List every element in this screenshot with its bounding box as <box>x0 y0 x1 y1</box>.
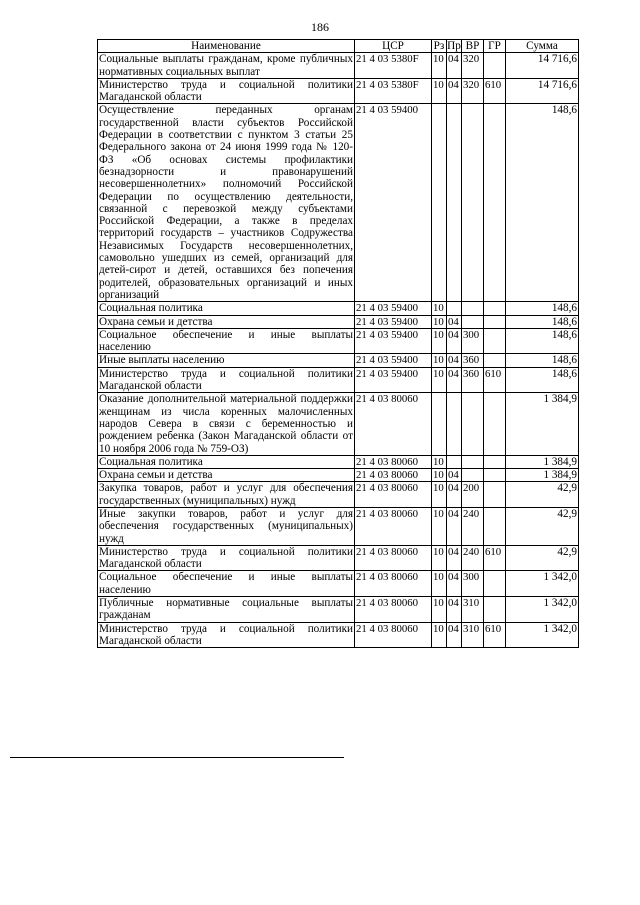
cell-name: Социальное обеспечение и иные выплаты населению <box>99 571 353 596</box>
cell-vr: 310 <box>462 597 484 623</box>
cell-name: Министерство труда и социальной политики Магаданской области <box>99 78 353 104</box>
cell-pr: 04 <box>447 315 462 328</box>
cell-csr: 21 4 03 80060 <box>355 482 432 508</box>
cell-pr: 04 <box>447 571 462 597</box>
cell-pr: 04 <box>447 328 462 354</box>
cell-csr: 21 4 03 5380F <box>355 53 432 79</box>
header-csr: ЦСР <box>355 40 432 53</box>
cell-csr: 21 4 03 80060 <box>355 469 432 482</box>
cell-name: Публичные нормативные социальные выплаты гражданам <box>99 597 353 622</box>
cell-gr <box>484 507 506 545</box>
cell-gr: 610 <box>484 622 506 648</box>
cell-sum: 1 342,0 <box>506 622 579 648</box>
table-row <box>98 53 579 79</box>
cell-name: Социальное обеспечение и иные выплаты населению <box>99 328 353 354</box>
cell-vr: 300 <box>462 571 484 597</box>
cell-pr <box>447 393 462 455</box>
cell-name: Министерство труда и социальной политики Магаданской области <box>99 545 353 571</box>
cell-pr: 04 <box>447 53 462 79</box>
cell-name: Социальные выплаты гражданам, кроме публичных нормативных социальных выплат <box>99 53 353 78</box>
table-row <box>98 571 579 597</box>
cell-csr: 21 4 03 80060 <box>355 571 432 597</box>
cell-rz: 10 <box>432 571 447 597</box>
table-body <box>98 53 579 648</box>
table-row <box>98 78 579 104</box>
cell-rz: 10 <box>432 315 447 328</box>
header-name: Наименование <box>98 40 355 53</box>
cell-rz: 10 <box>432 354 447 367</box>
cell-sum: 14 716,6 <box>506 53 579 79</box>
table-row <box>98 455 579 468</box>
cell-rz: 10 <box>432 545 447 571</box>
header-rz: Рз <box>432 40 447 53</box>
cell-pr: 04 <box>447 78 462 104</box>
cell-pr: 04 <box>447 622 462 648</box>
cell-gr <box>484 597 506 623</box>
header-gr: ГР <box>484 40 506 53</box>
cell-vr: 320 <box>462 78 484 104</box>
cell-gr <box>484 315 506 328</box>
cell-gr <box>484 571 506 597</box>
cell-sum: 42,9 <box>506 545 579 571</box>
cell-sum: 148,6 <box>506 302 579 315</box>
cell-pr: 04 <box>447 507 462 545</box>
cell-vr: 360 <box>462 367 484 393</box>
table-row <box>98 622 579 648</box>
cell-gr <box>484 482 506 508</box>
cell-rz: 10 <box>432 302 447 315</box>
cell-pr: 04 <box>447 545 462 571</box>
table-row <box>98 302 579 315</box>
cell-name: Иные закупки товаров, работ и услуг для обеспечения государственных (муниципальных) нужд <box>99 507 353 545</box>
cell-rz: 10 <box>432 455 447 468</box>
table-row <box>98 469 579 482</box>
cell-sum: 14 716,6 <box>506 78 579 104</box>
cell-vr <box>462 455 484 468</box>
table-row <box>98 104 579 302</box>
header-vr: ВР <box>462 40 484 53</box>
cell-vr <box>462 393 484 455</box>
cell-csr: 21 4 03 59400 <box>355 328 432 354</box>
cell-pr <box>447 302 462 315</box>
cell-gr: 610 <box>484 78 506 104</box>
cell-rz: 10 <box>432 597 447 623</box>
cell-sum: 148,6 <box>506 354 579 367</box>
footnote-separator <box>10 757 344 758</box>
cell-name: Министерство труда и социальной политики Магаданской области <box>99 622 353 647</box>
table-header-row <box>98 40 579 53</box>
cell-gr <box>484 104 506 302</box>
cell-sum: 42,9 <box>506 482 579 508</box>
cell-pr: 04 <box>447 367 462 393</box>
cell-pr: 04 <box>447 597 462 623</box>
cell-vr: 300 <box>462 328 484 354</box>
cell-name: Министерство труда и социальной политики Магаданской области <box>99 367 353 393</box>
cell-csr: 21 4 03 5380F <box>355 78 432 104</box>
cell-rz <box>432 104 447 302</box>
table-row <box>98 367 579 393</box>
table-row <box>98 482 579 508</box>
cell-sum: 1 384,9 <box>506 455 579 468</box>
cell-gr <box>484 53 506 79</box>
cell-sum: 1 342,0 <box>506 597 579 623</box>
cell-sum: 1 342,0 <box>506 571 579 597</box>
header-sum: Сумма <box>506 40 579 53</box>
cell-sum: 148,6 <box>506 104 579 302</box>
cell-vr: 310 <box>462 622 484 648</box>
cell-rz: 10 <box>432 482 447 508</box>
page-number: 186 <box>311 20 329 34</box>
cell-csr: 21 4 03 59400 <box>355 302 432 315</box>
cell-csr: 21 4 03 80060 <box>355 393 432 455</box>
cell-csr: 21 4 03 80060 <box>355 622 432 648</box>
cell-vr: 200 <box>462 482 484 508</box>
cell-sum: 1 384,9 <box>506 393 579 455</box>
cell-gr <box>484 354 506 367</box>
table-row <box>98 507 579 545</box>
cell-csr: 21 4 03 59400 <box>355 315 432 328</box>
cell-csr: 21 4 03 59400 <box>355 104 432 302</box>
cell-gr: 610 <box>484 367 506 393</box>
cell-gr: 610 <box>484 545 506 571</box>
cell-pr: 04 <box>447 482 462 508</box>
cell-vr: 240 <box>462 545 484 571</box>
cell-name: Осуществление переданных органам государственной власти субъектов Российской Федерации в соответствии с пунктом 3 статьи 25 Федерального закона от 24 июня 1999 года № 120-ФЗ «Об основах системы профилактики безнадзорности и правонарушений несовершеннолетних» полномочий Российской Федерации по осуществлению деятельности, связанной с перевозкой между субъектами Российской Федерации, а также в пределах территорий государств – участников Содружества Независимых Государств несовершеннолетних, самовольно ушедших из семей, организаций для детей-сирот и детей, оставшихся без попечения родителей, образовательных организаций и иных организаций <box>99 104 353 301</box>
cell-sum: 148,6 <box>506 315 579 328</box>
cell-name: Иные выплаты населению <box>98 354 355 367</box>
cell-rz: 10 <box>432 622 447 648</box>
cell-name: Закупка товаров, работ и услуг для обеспечения государственных (муниципальных) нужд <box>99 482 353 507</box>
table-row <box>98 328 579 354</box>
cell-gr <box>484 302 506 315</box>
cell-gr <box>484 393 506 455</box>
cell-rz: 10 <box>432 507 447 545</box>
cell-vr <box>462 302 484 315</box>
cell-csr: 21 4 03 80060 <box>355 507 432 545</box>
cell-rz: 10 <box>432 469 447 482</box>
cell-vr <box>462 104 484 302</box>
cell-sum: 42,9 <box>506 507 579 545</box>
cell-sum: 148,6 <box>506 328 579 354</box>
cell-csr: 21 4 03 59400 <box>355 367 432 393</box>
cell-name: Охрана семьи и детства <box>98 315 355 328</box>
cell-pr <box>447 455 462 468</box>
table-row <box>98 393 579 455</box>
budget-table <box>97 39 579 648</box>
cell-csr: 21 4 03 80060 <box>355 455 432 468</box>
cell-name: Оказание дополнительной материальной поддержки женщинам из числа коренных малочисленных народов Севера в связи с беременностью и рождением ребенка (Закон Магаданской области от 10 ноября 2006 года № 759-ОЗ) <box>99 393 353 455</box>
cell-sum: 1 384,9 <box>506 469 579 482</box>
cell-csr: 21 4 03 80060 <box>355 545 432 571</box>
cell-rz: 10 <box>432 367 447 393</box>
cell-csr: 21 4 03 80060 <box>355 597 432 623</box>
cell-rz: 10 <box>432 78 447 104</box>
cell-vr: 320 <box>462 53 484 79</box>
cell-name: Социальная политика <box>98 455 355 468</box>
cell-gr <box>484 455 506 468</box>
cell-vr <box>462 315 484 328</box>
cell-name: Социальная политика <box>98 302 355 315</box>
cell-gr <box>484 469 506 482</box>
cell-name: Охрана семьи и детства <box>98 469 355 482</box>
header-pr: Пр <box>447 40 461 52</box>
cell-pr <box>447 104 462 302</box>
cell-pr: 04 <box>447 354 462 367</box>
cell-rz <box>432 393 447 455</box>
table-row <box>98 315 579 328</box>
cell-sum: 148,6 <box>506 367 579 393</box>
cell-csr: 21 4 03 59400 <box>355 354 432 367</box>
table-row <box>98 597 579 623</box>
cell-pr: 04 <box>447 469 462 482</box>
cell-rz: 10 <box>432 53 447 79</box>
cell-vr: 360 <box>462 354 484 367</box>
cell-vr: 240 <box>462 507 484 545</box>
table-row <box>98 354 579 367</box>
table-row <box>98 545 579 571</box>
cell-gr <box>484 328 506 354</box>
cell-rz: 10 <box>432 328 447 354</box>
cell-vr <box>462 469 484 482</box>
